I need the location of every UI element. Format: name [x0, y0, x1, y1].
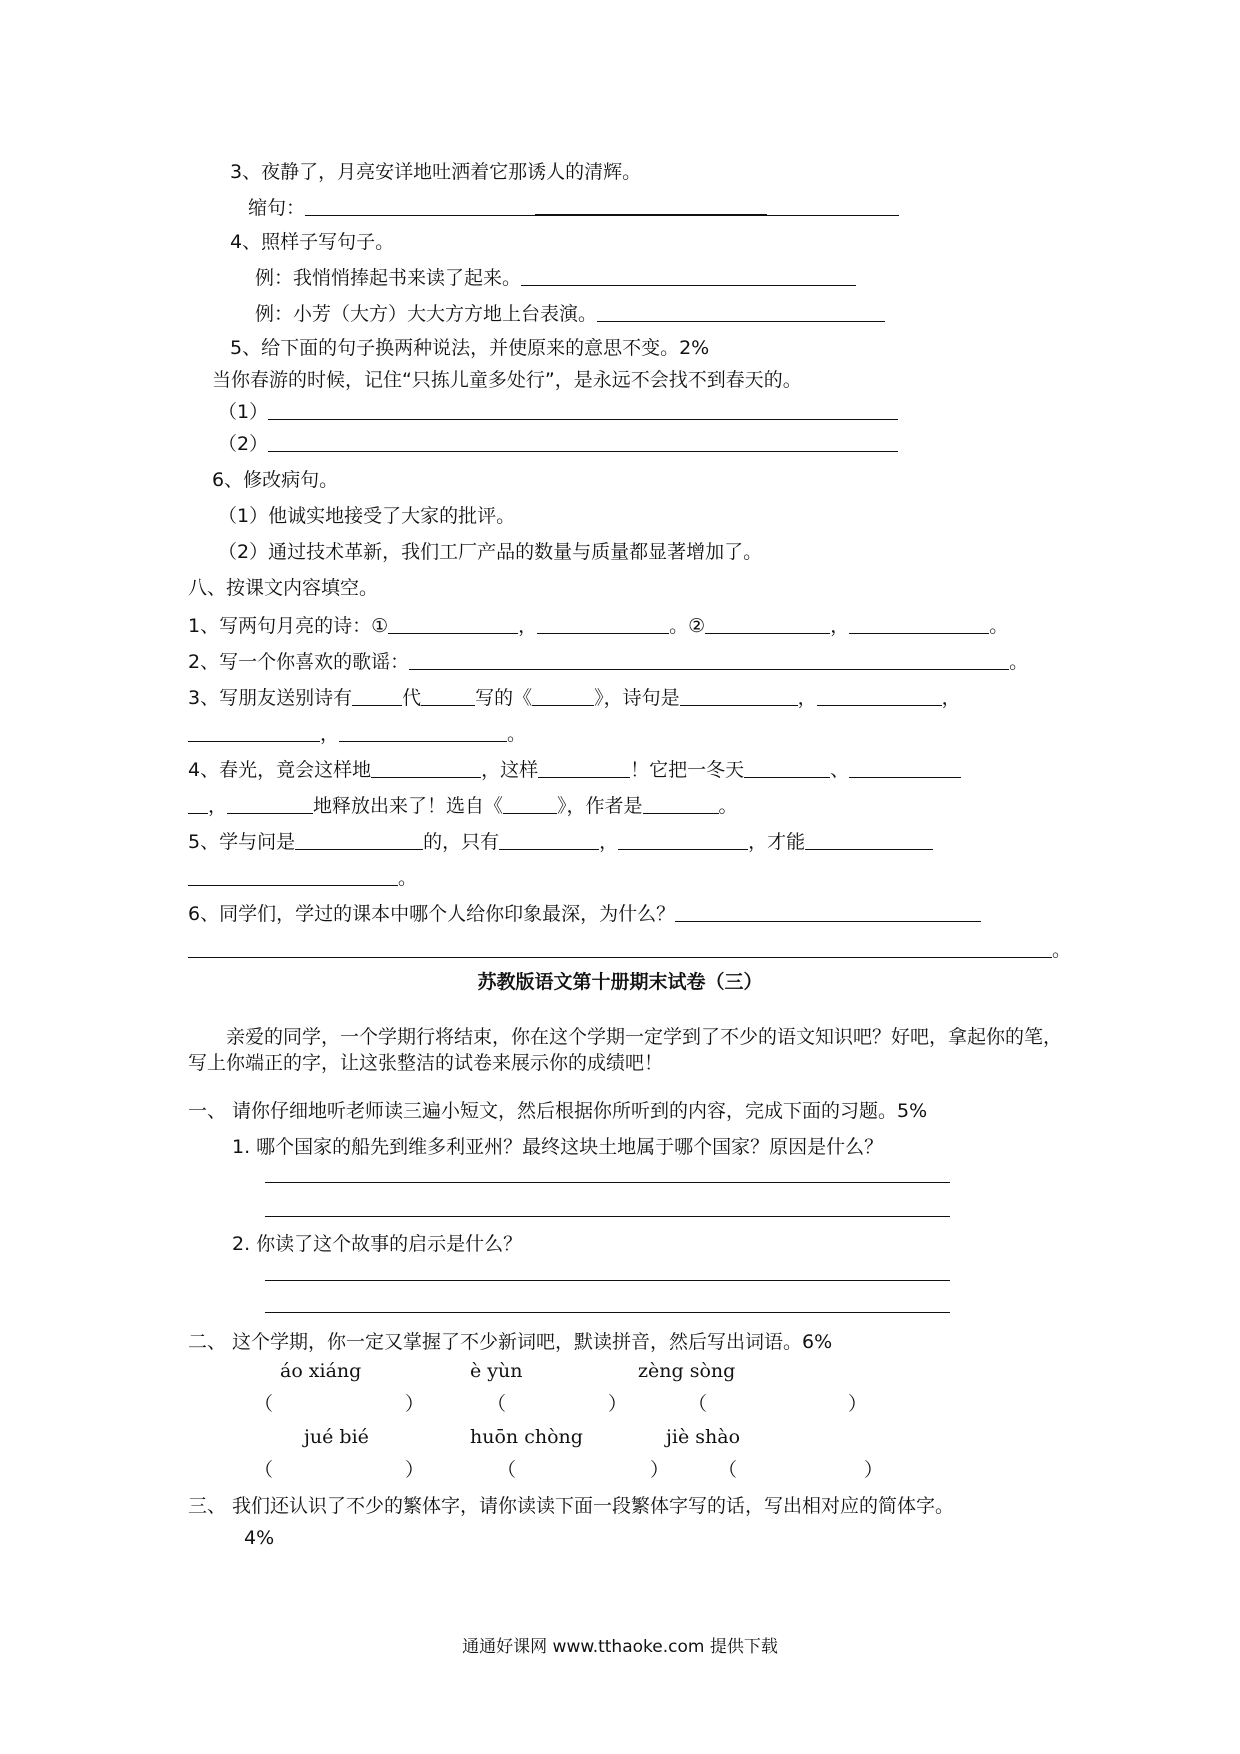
q4-example-1 — [255, 264, 856, 292]
fill-line-3-cont — [188, 720, 526, 748]
prompt-text: 的，只有 — [423, 831, 500, 853]
paren-open: （ — [497, 1459, 517, 1481]
paren-open: （ — [487, 1393, 507, 1415]
question-5: 5、给下面的句子换两种说法，并使原来的意思不变。2% — [230, 337, 710, 359]
fill-line-4-cont — [188, 792, 738, 820]
question-3: 3、夜静了，月亮安详地吐洒着它那诱人的清辉。 — [230, 161, 642, 183]
fill-line-4 — [188, 756, 961, 784]
prompt-text: 1、写两句月亮的诗：① — [188, 615, 389, 637]
fill-line-6-cont — [188, 936, 1071, 964]
example-text: 例：我悄悄捧起书来读了起来。 — [255, 267, 522, 289]
answer-blank[interactable] — [421, 685, 475, 706]
fill-line-3 — [188, 684, 961, 712]
punct: ， — [208, 795, 228, 817]
punct: 。 — [398, 867, 418, 889]
answer-line[interactable] — [265, 1216, 950, 1217]
answer-blank[interactable] — [503, 793, 557, 814]
answer-blank[interactable] — [268, 399, 898, 420]
q5-answer-1 — [218, 398, 898, 426]
word-answer-box-6[interactable] — [739, 1458, 862, 1484]
question-4: 4、照样子写句子。 — [230, 231, 395, 253]
q5-answer-2 — [218, 430, 898, 458]
answer-line[interactable] — [265, 1182, 950, 1183]
answer-blank[interactable] — [767, 195, 899, 216]
exam-title: 苏教版语文第十册期末试卷（三） — [477, 971, 763, 993]
prompt-text: 4、春光，竟会这样地 — [188, 759, 372, 781]
answer-blank[interactable] — [849, 757, 961, 778]
answer-blank[interactable] — [305, 195, 535, 216]
answer-blank[interactable] — [817, 685, 942, 706]
punct: ， — [797, 687, 817, 709]
punct: 、 — [830, 759, 850, 781]
answer-blank[interactable] — [268, 431, 898, 452]
answer-blank[interactable] — [680, 685, 798, 706]
answer-blank[interactable] — [521, 265, 856, 286]
punct: 。② — [669, 615, 706, 637]
fill-line-2 — [188, 648, 1028, 676]
answer-blank[interactable] — [535, 194, 767, 216]
q5-sentence: 当你春游的时候，记住“只拣儿童多处行”，是永远不会找不到春天的。 — [212, 369, 802, 391]
paren-open: （ — [688, 1393, 708, 1415]
punct: ， — [830, 615, 850, 637]
pinyin-6: jiè shào — [666, 1426, 741, 1448]
prompt-text: 写的《 — [475, 687, 533, 709]
answer-blank[interactable] — [188, 793, 208, 814]
section-8-heading: 八、按课文内容填空。 — [188, 577, 379, 599]
section-2-heading: 二、 这个学期，你一定又掌握了不少新词吧，默读拼音，然后写出词语。6% — [188, 1331, 833, 1353]
answer-blank[interactable] — [295, 829, 423, 850]
exam-intro: 亲爱的同学，一个学期行将结束，你在这个学期一定学到了不少的语文知识吧？好吧，拿起你的笔，写上你端正的字，让这张整洁的试卷来展示你的成绩吧！ — [188, 1026, 1063, 1074]
paren-close: ） — [608, 1393, 628, 1415]
answer-blank[interactable] — [643, 793, 719, 814]
answer-blank[interactable] — [532, 685, 594, 706]
pinyin-5: huōn chòng — [470, 1426, 583, 1448]
punct: 。 — [1052, 939, 1072, 961]
word-answer-box-2[interactable] — [508, 1392, 606, 1418]
answer-blank[interactable] — [675, 901, 981, 922]
paren-close: ） — [650, 1459, 670, 1481]
question-6: 6、修改病句。 — [212, 469, 339, 491]
prompt-text: 5、学与问是 — [188, 831, 296, 853]
prompt-text: 2、写一个你喜欢的歌谣： — [188, 651, 410, 673]
paren-open: （ — [718, 1459, 738, 1481]
pinyin-1: áo xiáng — [280, 1360, 362, 1382]
prompt-text: ！它把一冬天 — [630, 759, 745, 781]
q3-answer-line — [248, 194, 899, 222]
punct: ， — [518, 615, 538, 637]
answer-blank[interactable] — [618, 829, 748, 850]
punct: 。 — [989, 615, 1009, 637]
section-3-heading: 三、 我们还认识了不少的繁体字，请你读读下面一段繁体字写的话，写出相对应的简体字。 — [188, 1495, 955, 1517]
word-answer-box-5[interactable] — [518, 1458, 648, 1484]
paren-close: ） — [864, 1459, 884, 1481]
punct: ， — [599, 831, 619, 853]
punct: 。 — [718, 795, 738, 817]
section-1-question-1: 1. 哪个国家的船先到维多利亚州？最终这块土地属于哪个国家？原因是什么？ — [232, 1136, 884, 1158]
pinyin-4: jué bié — [304, 1426, 369, 1448]
page-footer: 通通好课网 www.tthaoke.com 提供下载 — [462, 1637, 778, 1657]
prompt-text: 6、同学们，学过的课本中哪个人给你印象最深，为什么？ — [188, 903, 676, 925]
answer-blank[interactable] — [188, 937, 1052, 958]
q6-sentence-2: （2）通过技术革新，我们工厂产品的数量与质量都显著增加了。 — [218, 541, 763, 563]
q6-sentence-1: （1）他诚实地接受了大家的批评。 — [218, 505, 516, 527]
answer-blank[interactable] — [188, 721, 320, 742]
punct: ， — [320, 723, 340, 745]
answer-blank[interactable] — [352, 685, 402, 706]
paren-open: （ — [254, 1393, 274, 1415]
answer-blank[interactable] — [227, 793, 313, 814]
word-answer-box-1[interactable] — [275, 1392, 403, 1418]
answer-blank[interactable] — [339, 721, 507, 742]
answer-blank[interactable] — [805, 829, 933, 850]
item-number: （2） — [218, 433, 269, 455]
pinyin-3: zèng sòng — [638, 1360, 736, 1382]
paren-open: （ — [254, 1459, 274, 1481]
answer-blank[interactable] — [388, 613, 518, 634]
paren-close: ） — [405, 1459, 425, 1481]
fill-line-5 — [188, 828, 933, 856]
answer-blank[interactable] — [597, 301, 885, 322]
punct: ， — [941, 687, 961, 709]
prompt-text: ，这样 — [481, 759, 539, 781]
prompt-text: ，才能 — [748, 831, 806, 853]
fill-line-1 — [188, 612, 1008, 640]
answer-blank[interactable] — [499, 829, 599, 850]
answer-blank[interactable] — [409, 649, 1009, 670]
example-text: 例：小芳（大方）大大方方地上台表演。 — [255, 303, 598, 325]
answer-blank[interactable] — [744, 757, 830, 778]
punct: 。 — [1009, 651, 1029, 673]
pinyin-2: è yùn — [470, 1360, 523, 1382]
answer-blank[interactable] — [188, 865, 398, 886]
item-number: （1） — [218, 401, 269, 423]
answer-line[interactable] — [265, 1312, 950, 1313]
q4-example-2 — [255, 300, 885, 328]
q3-label: 缩句： — [248, 197, 306, 219]
answer-blank[interactable] — [538, 757, 630, 778]
paren-close: ） — [848, 1393, 868, 1415]
fill-line-5-cont — [188, 864, 417, 892]
paren-close: ） — [405, 1393, 425, 1415]
prompt-text: 》，作者是 — [557, 795, 643, 817]
fill-line-6 — [188, 900, 981, 928]
answer-blank[interactable] — [537, 613, 669, 634]
section-3-percent: 4% — [244, 1527, 275, 1549]
section-1-question-2: 2. 你读了这个故事的启示是什么？ — [232, 1233, 523, 1255]
word-answer-box-4[interactable] — [275, 1458, 403, 1484]
prompt-text: 地释放出来了！选自《 — [313, 795, 504, 817]
prompt-text: 3、写朋友送别诗有 — [188, 687, 353, 709]
answer-blank[interactable] — [705, 613, 830, 634]
answer-blank[interactable] — [371, 757, 481, 778]
punct: 。 — [507, 723, 527, 745]
word-answer-box-3[interactable] — [709, 1392, 846, 1418]
prompt-text: 代 — [402, 687, 422, 709]
section-1-heading: 一、 请你仔细地听老师读三遍小短文，然后根据你所听到的内容，完成下面的习题。5% — [188, 1100, 928, 1122]
answer-blank[interactable] — [849, 613, 989, 634]
prompt-text: 》，诗句是 — [594, 687, 680, 709]
answer-line[interactable] — [265, 1280, 950, 1281]
